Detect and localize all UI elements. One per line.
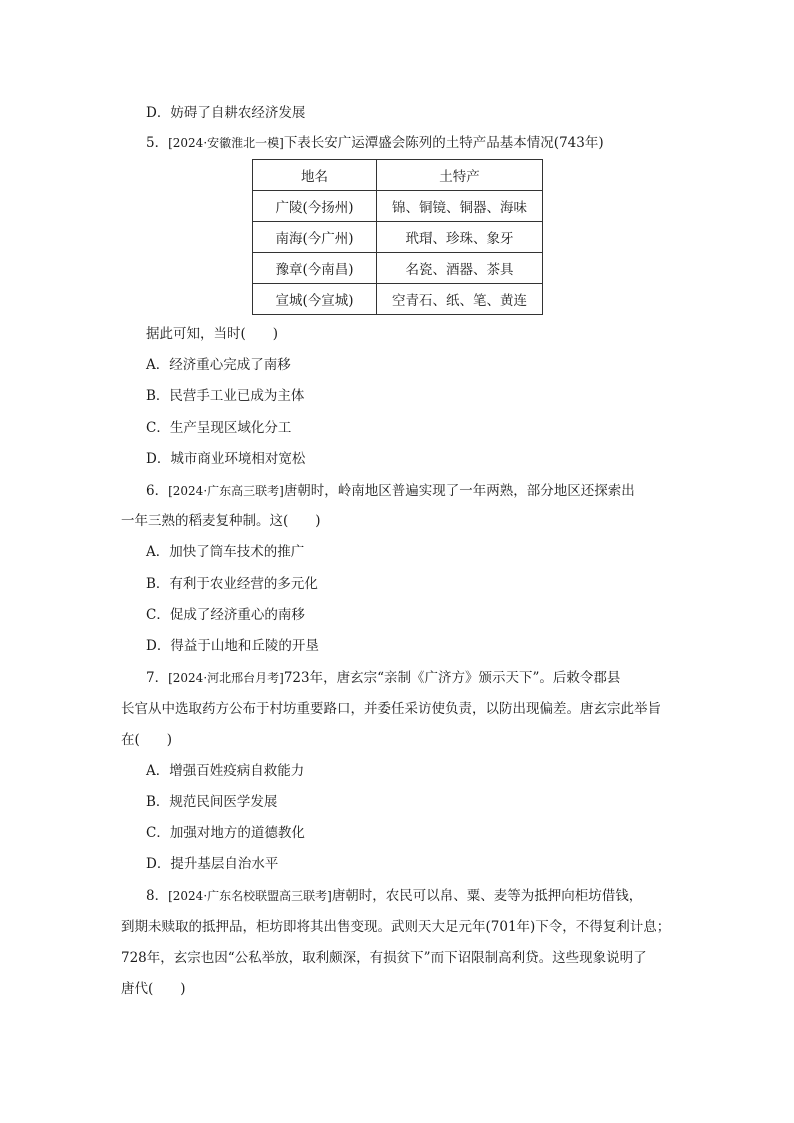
table-cell-place: 南海(今广州) xyxy=(253,222,377,253)
table-cell-products: 名瓷、酒器、茶具 xyxy=(377,253,543,284)
q7-stem-line3: 在( ) xyxy=(121,732,173,748)
q8-source: [2024·广东名校联盟高三联考] xyxy=(168,889,332,903)
table-row xyxy=(253,191,543,222)
q5-stem xyxy=(146,133,604,153)
q6-stem-line1 xyxy=(146,481,635,501)
q7-option-c: C．加强对地方的道德教化 xyxy=(146,825,305,841)
q6-source: [2024·广东高三联考] xyxy=(168,484,284,498)
table-cell-products: 玳瑁、珍珠、象牙 xyxy=(377,222,543,253)
table-cell-place: 广陵(今扬州) xyxy=(253,191,377,222)
q5-stem-text: 下表长安广运潭盛会陈列的土特产品基本情况(743年) xyxy=(283,135,604,151)
table-header-products: 土特产 xyxy=(377,160,543,191)
q5-product-table xyxy=(252,159,543,315)
q5-option-b: B．民营手工业已成为主体 xyxy=(146,388,305,404)
q7-stem-text: 723年，唐玄宗“亲制《广济方》颁示天下”。后敕令郡县 xyxy=(283,670,621,686)
q8-stem-line4: 唐代( ) xyxy=(121,981,186,997)
q7-stem-line1 xyxy=(146,668,620,688)
table-header-place: 地名 xyxy=(253,160,377,191)
q5-option-d: D．城市商业环境相对宽松 xyxy=(146,451,306,467)
q5-option-a: A．经济重心完成了南移 xyxy=(146,357,291,373)
q7-option-d: D．提升基层自治水平 xyxy=(146,856,279,872)
table-cell-place: 宣城(今宣城) xyxy=(253,284,377,315)
q5-source: [2024·安徽淮北一模] xyxy=(168,136,284,150)
q6-stem-text: 唐朝时，岭南地区普遍实现了一年两熟，部分地区还探索出 xyxy=(283,483,635,499)
q6-option-d: D．得益于山地和丘陵的开垦 xyxy=(146,638,319,654)
q6-number: 6． xyxy=(146,483,169,499)
q5-option-c: C．生产呈现区域化分工 xyxy=(146,420,292,436)
table-row xyxy=(253,284,543,315)
table-header-row xyxy=(253,160,543,191)
q6-stem-line2: 一年三熟的稻麦复种制。这( ) xyxy=(121,513,321,529)
q6-option-b: B．有利于农业经营的多元化 xyxy=(146,576,318,592)
q7-option-a: A．增强百姓疫病自救能力 xyxy=(146,763,305,779)
q8-stem-line3: 728年，玄宗也因“公私举放，取利颇深，有损贫下”而下诏限制高利贷。这些现象说明了 xyxy=(121,950,647,966)
table-cell-place: 豫章(今南昌) xyxy=(253,253,377,284)
q8-stem-text: 唐朝时，农民可以帛、粟、麦等为抵押向柜坊借钱， xyxy=(331,888,643,904)
q8-number: 8． xyxy=(146,888,169,904)
q6-option-c: C．促成了经济重心的南移 xyxy=(146,607,305,623)
q7-source: [2024·河北邢台月考] xyxy=(168,671,284,685)
q7-option-b: B．规范民间医学发展 xyxy=(146,794,278,810)
q7-number: 7． xyxy=(146,670,169,686)
q6-option-a: A．加快了筒车技术的推广 xyxy=(146,544,305,560)
q5-question: 据此可知，当时( ) xyxy=(146,326,279,342)
q8-stem-line2: 到期未赎取的抵押品，柜坊即将其出售变现。武则天大足元年(701年)下令，不得复利计息； xyxy=(121,919,671,935)
table-cell-products: 锦、铜镜、铜器、海味 xyxy=(377,191,543,222)
table-row xyxy=(253,253,543,284)
table-cell-products: 空青石、纸、笔、黄连 xyxy=(377,284,543,315)
table-row xyxy=(253,222,543,253)
q5-number: 5． xyxy=(146,135,169,151)
q8-stem-line1 xyxy=(146,886,642,906)
q7-stem-line2: 长官从中选取药方公布于村坊重要路口，并委任采访使负责，以防出现偏差。唐玄宗此举旨 xyxy=(121,701,661,717)
q4-option-d: D．妨碍了自耕农经济发展 xyxy=(146,105,306,121)
